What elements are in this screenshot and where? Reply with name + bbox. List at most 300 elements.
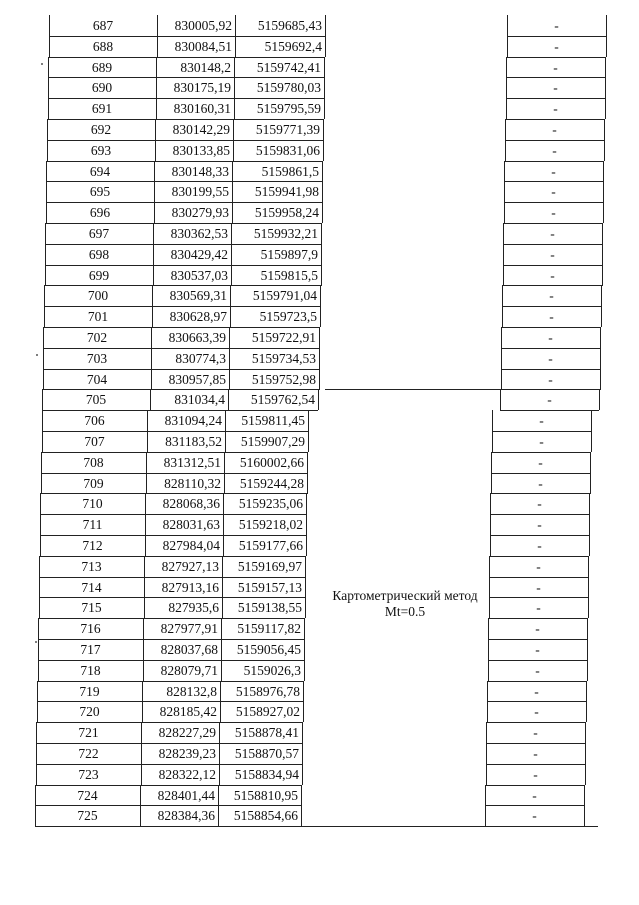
column-divider — [307, 473, 308, 494]
column-divider — [221, 639, 222, 660]
dash-value: - — [551, 205, 556, 221]
column-divider — [147, 431, 148, 452]
column-divider — [602, 244, 603, 265]
row-number: 692 — [90, 122, 112, 137]
coordinate-y: 5159244,28 — [239, 475, 304, 491]
dash-value: - — [532, 787, 537, 803]
column-divider — [603, 161, 604, 182]
column-divider — [320, 306, 321, 327]
column-divider — [589, 535, 590, 556]
column-divider — [502, 285, 503, 306]
column-divider — [602, 265, 603, 286]
dash-value: - — [534, 704, 539, 720]
column-divider — [591, 431, 592, 452]
column-divider — [46, 181, 47, 202]
column-divider — [142, 681, 143, 702]
column-divider — [586, 681, 587, 702]
column-divider — [144, 556, 145, 577]
column-divider — [147, 410, 148, 431]
column-divider — [37, 681, 38, 702]
column-divider — [221, 660, 222, 681]
column-divider — [43, 369, 44, 390]
coordinate-y: 5159897,9 — [260, 246, 318, 262]
coordinate-y: 5159734,53 — [251, 350, 316, 366]
column-divider — [140, 805, 141, 826]
coordinate-x: 828132,8 — [166, 683, 217, 699]
column-divider — [224, 473, 225, 494]
coordinate-x: 830429,42 — [170, 246, 228, 262]
column-divider — [230, 306, 231, 327]
dash-value: - — [533, 725, 538, 741]
dash-value: - — [535, 621, 540, 637]
column-divider — [606, 36, 607, 57]
column-divider — [153, 244, 154, 265]
column-divider — [325, 36, 326, 57]
column-divider — [154, 161, 155, 182]
coordinate-y: 5159722,91 — [251, 330, 316, 345]
column-divider — [234, 57, 235, 78]
dash-value: - — [536, 558, 541, 574]
coordinate-x: 831312,51 — [163, 454, 221, 470]
column-divider — [588, 597, 589, 618]
column-divider — [304, 618, 305, 639]
column-divider — [231, 265, 232, 286]
column-divider — [223, 493, 224, 514]
column-divider — [605, 98, 606, 119]
column-divider — [304, 660, 305, 681]
coordinate-y: 5158878,41 — [234, 725, 299, 741]
column-divider — [219, 764, 220, 785]
coordinate-y: 5159117,82 — [237, 621, 301, 637]
row-number: 700 — [87, 288, 109, 304]
column-divider — [229, 369, 230, 390]
row-number: 717 — [80, 642, 101, 657]
column-divider — [591, 410, 592, 431]
column-divider — [222, 556, 223, 577]
column-divider — [324, 98, 325, 119]
coordinate-y: 5159218,02 — [238, 517, 303, 533]
column-divider — [38, 660, 39, 681]
coordinate-x: 830537,03 — [170, 267, 228, 283]
row-number: 721 — [78, 725, 99, 741]
dash-value: - — [538, 454, 543, 470]
column-divider — [235, 36, 236, 57]
column-divider — [600, 369, 601, 390]
column-divider — [302, 764, 303, 785]
row-number: 708 — [83, 454, 104, 470]
row-number: 709 — [83, 475, 104, 491]
column-divider — [590, 452, 591, 473]
dash-value: - — [550, 226, 555, 241]
column-divider — [41, 473, 42, 494]
dash-value: - — [554, 38, 559, 54]
coordinate-y: 5159941,98 — [254, 184, 319, 200]
column-divider — [141, 743, 142, 764]
column-divider — [152, 306, 153, 327]
dash-value: - — [551, 184, 556, 200]
column-divider — [306, 535, 307, 556]
column-divider — [157, 15, 158, 36]
column-divider — [150, 389, 151, 410]
coordinate-y: 5159752,98 — [251, 371, 316, 387]
coordinate-x: 830133,85 — [172, 142, 230, 158]
dash-value: - — [539, 434, 544, 449]
column-divider — [47, 119, 48, 140]
coordinate-y: 5159235,06 — [238, 496, 303, 512]
coordinate-y: 5159138,55 — [237, 600, 302, 616]
column-divider — [506, 77, 507, 98]
column-divider — [319, 348, 320, 369]
coordinate-x: 831183,52 — [165, 434, 222, 449]
column-divider — [40, 514, 41, 535]
coordinate-x: 828185,42 — [159, 704, 217, 720]
column-divider — [507, 36, 508, 57]
column-divider — [320, 285, 321, 306]
column-divider — [157, 36, 158, 57]
column-divider — [154, 181, 155, 202]
column-divider — [146, 452, 147, 473]
dash-value: - — [552, 142, 557, 158]
column-divider — [45, 244, 46, 265]
column-divider — [601, 306, 602, 327]
column-divider — [584, 785, 585, 806]
coordinate-y: 5158976,78 — [235, 683, 300, 699]
column-divider — [606, 15, 607, 36]
coordinate-y: 5159815,5 — [260, 267, 318, 283]
column-divider — [302, 722, 303, 743]
coordinate-x: 828110,32 — [164, 475, 221, 491]
column-divider — [44, 285, 45, 306]
column-divider — [43, 327, 44, 348]
column-divider — [586, 701, 587, 722]
column-divider — [143, 660, 144, 681]
column-divider — [301, 785, 302, 806]
row-number: 691 — [91, 101, 113, 117]
column-divider — [153, 223, 154, 244]
coordinate-y: 5158810,95 — [233, 787, 298, 803]
column-divider — [506, 98, 507, 119]
column-divider — [504, 202, 505, 223]
row-number: 703 — [86, 350, 108, 366]
column-divider — [40, 493, 41, 514]
column-divider — [602, 223, 603, 244]
coordinate-y: 5158834,94 — [234, 766, 299, 782]
column-divider — [589, 493, 590, 514]
row-number: 710 — [82, 496, 103, 512]
column-divider — [151, 348, 152, 369]
column-divider — [305, 597, 306, 618]
column-divider — [145, 493, 146, 514]
column-divider — [600, 327, 601, 348]
column-divider — [303, 681, 304, 702]
dash-value: - — [549, 288, 554, 304]
row-number: 722 — [78, 746, 99, 761]
dash-value: - — [554, 18, 559, 33]
column-divider — [506, 57, 507, 78]
column-divider — [232, 161, 233, 182]
column-divider — [308, 410, 309, 431]
row-number: 701 — [87, 309, 109, 325]
column-divider — [505, 119, 506, 140]
coordinate-y: 5159932,21 — [253, 226, 318, 241]
column-divider — [587, 618, 588, 639]
dash-value: - — [553, 101, 558, 117]
column-divider — [223, 535, 224, 556]
column-divider — [218, 785, 219, 806]
column-divider — [39, 556, 40, 577]
column-divider — [144, 577, 145, 598]
column-divider — [321, 244, 322, 265]
coordinate-y: 5158870,57 — [234, 746, 299, 761]
column-divider — [156, 57, 157, 78]
coordinate-x: 828068,36 — [162, 496, 220, 512]
row-number: 714 — [81, 579, 102, 595]
column-divider — [155, 119, 156, 140]
coordinate-x: 827927,13 — [161, 558, 219, 574]
coordinate-y: 5158927,02 — [235, 704, 300, 720]
column-divider — [220, 681, 221, 702]
column-divider — [603, 202, 604, 223]
row-number: 725 — [77, 808, 98, 824]
column-divider — [46, 202, 47, 223]
row-number: 702 — [86, 330, 108, 345]
coordinate-x: 830148,33 — [171, 163, 229, 179]
row-number: 699 — [88, 267, 110, 283]
coordinate-x: 830199,55 — [171, 184, 229, 200]
coordinate-x: 827984,04 — [162, 538, 220, 553]
column-divider — [321, 265, 322, 286]
column-divider — [501, 348, 502, 369]
column-divider — [221, 618, 222, 639]
column-divider — [302, 743, 303, 764]
column-divider — [224, 452, 225, 473]
column-divider — [234, 77, 235, 98]
column-divider — [42, 431, 43, 452]
coordinate-x: 830148,2 — [180, 59, 231, 75]
column-divider — [584, 805, 585, 826]
coordinate-x: 830569,31 — [169, 288, 227, 304]
column-divider — [503, 244, 504, 265]
column-divider — [38, 618, 39, 639]
column-divider — [501, 327, 502, 348]
row-number: 711 — [82, 517, 103, 533]
coordinate-y: 5159958,24 — [254, 205, 319, 221]
row-number: 716 — [80, 621, 101, 637]
dash-value: - — [549, 309, 554, 325]
coordinate-x: 827977,91 — [160, 621, 218, 637]
dash-value: - — [533, 766, 538, 782]
column-divider — [322, 161, 323, 182]
coordinate-y: 5159861,5 — [261, 163, 319, 179]
dash-value: - — [537, 517, 542, 533]
column-divider — [504, 181, 505, 202]
column-divider — [233, 140, 234, 161]
column-divider — [151, 369, 152, 390]
column-divider — [588, 556, 589, 577]
column-divider — [38, 639, 39, 660]
column-divider — [156, 98, 157, 119]
row-number: 693 — [90, 142, 112, 158]
coordinate-x: 830774,3 — [175, 350, 226, 366]
column-divider — [152, 285, 153, 306]
coordinate-y: 5159157,13 — [237, 579, 302, 595]
column-divider — [324, 57, 325, 78]
column-divider — [223, 514, 224, 535]
coordinate-x: 828239,23 — [158, 746, 216, 761]
column-divider — [140, 785, 141, 806]
column-divider — [225, 410, 226, 431]
column-divider — [143, 618, 144, 639]
dash-value: - — [551, 163, 556, 179]
column-divider — [604, 119, 605, 140]
column-divider — [322, 181, 323, 202]
coordinate-y: 5159685,43 — [257, 18, 322, 33]
coordinate-x: 830175,19 — [173, 80, 231, 96]
column-divider — [501, 369, 502, 390]
table-bottom-border — [35, 826, 598, 827]
column-divider — [37, 701, 38, 722]
column-divider — [503, 223, 504, 244]
dash-value: - — [553, 80, 558, 96]
coordinate-y: 5159723,5 — [259, 309, 317, 325]
method-accuracy: Mt=0.5 — [384, 604, 426, 619]
column-divider — [319, 327, 320, 348]
column-divider — [144, 597, 145, 618]
row-number: 713 — [81, 558, 102, 574]
dash-value: - — [550, 246, 555, 262]
dash-value: - — [534, 683, 539, 699]
row-number: 687 — [92, 18, 114, 33]
column-divider — [42, 389, 43, 410]
column-divider — [231, 223, 232, 244]
column-divider — [151, 327, 152, 348]
scan-speck — [35, 641, 37, 643]
column-divider — [585, 764, 586, 785]
column-divider — [47, 140, 48, 161]
coordinate-y: 5159831,06 — [255, 142, 320, 158]
column-divider — [502, 306, 503, 327]
column-divider — [232, 202, 233, 223]
coordinate-x: 828401,44 — [157, 787, 215, 803]
scan-speck — [41, 63, 43, 65]
dash-value: - — [548, 350, 553, 366]
column-divider — [234, 98, 235, 119]
coordinate-y: 5159811,45 — [241, 413, 305, 429]
column-divider — [225, 431, 226, 452]
coordinate-x: 830279,93 — [171, 205, 229, 221]
method-cell — [312, 387, 498, 821]
column-divider — [590, 473, 591, 494]
coordinate-y: 5158854,66 — [233, 808, 298, 824]
column-divider — [306, 514, 307, 535]
column-divider — [231, 244, 232, 265]
dash-value: - — [533, 746, 538, 761]
coordinate-x: 830142,29 — [172, 122, 230, 137]
coordinate-y: 5159771,39 — [255, 122, 320, 137]
column-divider — [141, 764, 142, 785]
dash-value: - — [536, 579, 541, 595]
column-divider — [35, 785, 36, 806]
column-divider — [35, 805, 36, 826]
row-number: 707 — [84, 434, 105, 449]
dash-value: - — [547, 392, 552, 408]
column-divider — [229, 348, 230, 369]
column-divider — [48, 98, 49, 119]
row-number: 689 — [91, 59, 113, 75]
column-divider — [232, 181, 233, 202]
column-divider — [603, 181, 604, 202]
row-number: 697 — [88, 226, 110, 241]
column-divider — [43, 348, 44, 369]
column-divider — [145, 535, 146, 556]
column-divider — [604, 140, 605, 161]
dash-value: - — [538, 475, 543, 491]
row-number: 724 — [77, 787, 98, 803]
coordinate-x: 830663,39 — [168, 330, 226, 345]
column-divider — [325, 15, 326, 36]
column-divider — [39, 577, 40, 598]
column-divider — [585, 722, 586, 743]
column-divider — [153, 265, 154, 286]
row-number: 715 — [81, 600, 102, 616]
column-divider — [322, 202, 323, 223]
row-number: 706 — [84, 413, 105, 429]
coordinate-y: 5160002,66 — [239, 454, 304, 470]
column-divider — [36, 764, 37, 785]
coordinate-x: 830957,85 — [168, 371, 226, 387]
coordinate-x: 828031,63 — [162, 517, 220, 533]
column-divider — [305, 556, 306, 577]
column-divider — [41, 452, 42, 473]
coordinate-x: 830628,97 — [169, 309, 227, 325]
column-divider — [587, 639, 588, 660]
column-divider — [146, 473, 147, 494]
column-divider — [228, 389, 229, 410]
coordinate-y: 5159177,66 — [238, 538, 303, 553]
coordinate-y: 5159780,03 — [256, 80, 321, 96]
coordinate-x: 830005,92 — [174, 18, 232, 33]
column-divider — [585, 743, 586, 764]
coordinate-x: 831034,4 — [174, 392, 225, 408]
column-divider — [306, 493, 307, 514]
coordinate-x: 828322,12 — [158, 766, 216, 782]
coordinate-y: 5159795,59 — [256, 101, 321, 117]
dash-value: - — [535, 662, 540, 678]
column-divider — [304, 639, 305, 660]
row-number: 694 — [89, 163, 111, 179]
dash-value: - — [548, 330, 553, 345]
column-divider — [45, 265, 46, 286]
column-divider — [219, 722, 220, 743]
column-divider — [219, 743, 220, 764]
column-divider — [503, 265, 504, 286]
column-divider — [230, 285, 231, 306]
column-divider — [507, 15, 508, 36]
column-divider — [46, 161, 47, 182]
column-divider — [36, 743, 37, 764]
column-divider — [307, 452, 308, 473]
coordinate-x: 828227,29 — [158, 725, 216, 741]
row-number: 718 — [80, 662, 101, 678]
column-divider — [155, 140, 156, 161]
coordinate-y: 5159762,54 — [250, 392, 315, 408]
column-divider — [143, 639, 144, 660]
coordinate-x: 827913,16 — [161, 579, 219, 595]
row-number: 695 — [89, 184, 111, 200]
column-divider — [45, 223, 46, 244]
dash-value: - — [536, 600, 541, 616]
coordinate-x: 830362,53 — [170, 226, 228, 241]
